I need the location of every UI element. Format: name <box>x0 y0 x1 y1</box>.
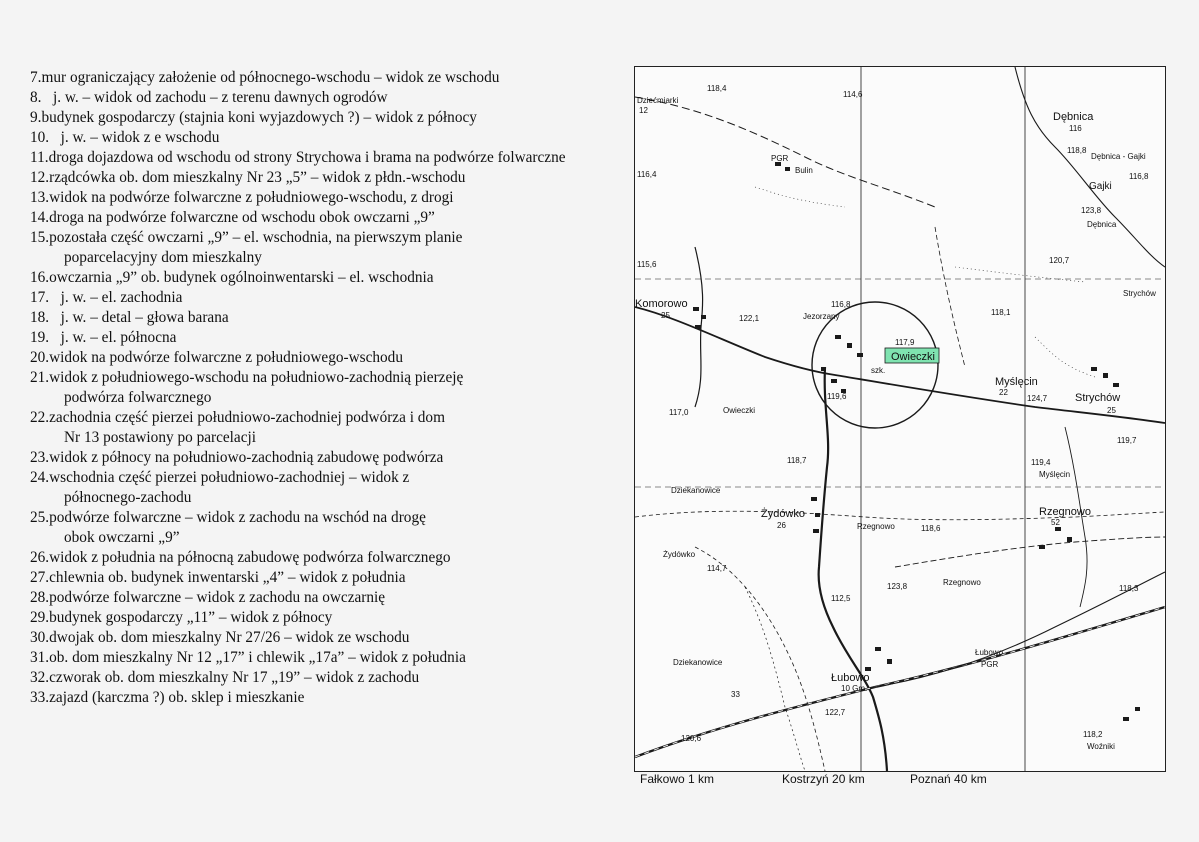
caption-continuation: północnego-zachodu <box>64 489 192 506</box>
map-label-debnica-small: Dębnica <box>1087 220 1117 229</box>
distance-kostrzyn: Kostrzyń 20 km <box>782 772 865 786</box>
map-label-owieczki: Owieczki <box>891 351 936 363</box>
map-label-komorowo: Komorowo <box>635 298 688 310</box>
caption-item <box>30 228 630 268</box>
map-label-height: 112,5 <box>831 594 851 603</box>
caption-item <box>30 128 630 148</box>
map-label-number: 33 <box>731 690 740 699</box>
caption-text: ob. dom mieszkalny Nr 12 „17” i chlewik „17a” – widok z południa <box>49 649 466 666</box>
caption-number: 13. <box>30 189 50 206</box>
caption-number: 9. <box>30 109 42 126</box>
caption-text: widok z południowego-wschodu na południowo-zachodnią pierzeję <box>49 369 464 386</box>
caption-number: 27. <box>30 569 50 586</box>
map-drawing <box>635 67 1165 771</box>
map-label-height: 116,4 <box>637 170 657 179</box>
photo-caption-list <box>30 68 630 708</box>
caption-number: 25. <box>30 509 50 526</box>
caption-text: mur ograniczający założenie od północnego-wschodu – widok ze wschodu <box>41 69 500 86</box>
map-label-lubowo-small: Łubowo <box>975 648 1004 657</box>
map-label-height: 119,4 <box>1031 458 1051 467</box>
caption-item <box>30 368 630 408</box>
tree-row <box>955 267 1085 282</box>
map-label-height: 120,7 <box>1049 256 1070 265</box>
caption-item <box>30 208 630 228</box>
caption-number: 12. <box>30 169 50 186</box>
caption-text: widok z północy na południowo-zachodnią zabudowę podwórza <box>49 449 444 466</box>
caption-item <box>30 668 630 688</box>
caption-continuation: podwórza folwarcznego <box>64 389 212 406</box>
map-label-height: 118,2 <box>1083 730 1103 739</box>
map-label-height: 122,7 <box>825 708 846 717</box>
caption-text: droga dojazdowa od wschodu od strony Strychowa i brama na podwórze folwarczne <box>48 149 566 166</box>
map-label-height: 119,6 <box>827 392 847 401</box>
caption-number: 21. <box>30 369 50 386</box>
settlement-blocks <box>693 162 1140 721</box>
map-label-rzegnowo-small2: Rzegnowo <box>943 578 981 587</box>
dashed-track <box>895 537 1165 567</box>
caption-number: 24. <box>30 469 50 486</box>
caption-item <box>30 628 630 648</box>
map-label-number: 26 <box>777 521 786 530</box>
map-label-height: 116,8 <box>831 300 851 309</box>
caption-item <box>30 408 630 448</box>
map-label-height: 117,9 <box>895 338 915 347</box>
tree-row <box>755 187 845 207</box>
map-label-gajki: Gajki <box>1089 181 1112 192</box>
map-label-height: 120,6 <box>681 734 702 743</box>
caption-item <box>30 448 630 468</box>
caption-text: owczarnia „9” ob. budynek ogólnoinwentarski – el. wschodnia <box>49 269 434 286</box>
caption-item <box>30 308 630 328</box>
map-label-zydowko-small: Żydówko <box>663 550 696 559</box>
caption-item <box>30 568 630 588</box>
caption-number: 20. <box>30 349 50 366</box>
dashed-track <box>635 97 935 207</box>
map-label-strychow: Strychów <box>1075 392 1121 404</box>
map-label-height: 116,8 <box>1129 172 1149 181</box>
caption-item <box>30 288 630 308</box>
caption-item <box>30 268 630 288</box>
caption-item <box>30 328 630 348</box>
caption-text: widok na podwórze folwarczne z południowego-wschodu <box>49 349 403 366</box>
caption-text: pozostała część owczarni „9” – el. wschodnia, na pierwszym planie <box>49 229 463 246</box>
caption-continuation: obok owczarni „9” <box>64 529 180 546</box>
map-label-zydowko: Żydówko <box>761 508 806 520</box>
tree-row <box>1035 337 1095 377</box>
map-label-height: 114,7 <box>707 564 727 573</box>
map-label-pgr2: PGR <box>981 660 999 669</box>
caption-item <box>30 688 630 708</box>
caption-number: 17. <box>30 289 50 306</box>
map-label-height: 123,8 <box>1081 206 1102 215</box>
caption-text: chlewnia ob. budynek inwentarski „4” – widok z południa <box>49 569 406 586</box>
caption-text: j. w. – el. północna <box>49 329 177 346</box>
map-label-dziecmiarki: Dziećmiarki <box>637 96 679 105</box>
map-label-height: 117,0 <box>669 408 689 417</box>
map-label-rzegnowo: Rzegnowo <box>1039 506 1091 518</box>
caption-number: 31. <box>30 649 50 666</box>
caption-text: dwojak ob. dom mieszkalny Nr 27/26 – widok ze wschodu <box>49 629 410 646</box>
caption-item <box>30 608 630 628</box>
caption-number: 26. <box>30 549 50 566</box>
caption-item <box>30 508 630 548</box>
map-label-szk: szk. <box>871 366 886 375</box>
map-label-bulin: Bulin <box>795 166 813 175</box>
map-label-height: 118,8 <box>1067 146 1087 155</box>
caption-text: widok na podwórze folwarczne z południowego-wschodu, z drogi <box>49 189 454 206</box>
caption-text: czworak ob. dom mieszkalny Nr 17 „19” – widok z zachodu <box>49 669 420 686</box>
dashed-track <box>935 227 965 367</box>
caption-number: 10. <box>30 129 50 146</box>
caption-item <box>30 148 630 168</box>
map-label-height: 123,8 <box>887 582 908 591</box>
caption-item <box>30 68 630 88</box>
caption-item <box>30 168 630 188</box>
map-label-debnica-gajki: Dębnica - Gajki <box>1091 152 1146 161</box>
caption-text: rządcówka ob. dom mieszkalny Nr 23 „5” – widok z płdn.-wschodu <box>49 169 466 186</box>
map-label-height: 124,7 <box>1027 394 1048 403</box>
caption-item <box>30 648 630 668</box>
caption-number: 33. <box>30 689 50 706</box>
caption-number: 30. <box>30 629 50 646</box>
map-label-height: 118,3 <box>1119 584 1139 593</box>
map-label-height: 114,6 <box>843 90 863 99</box>
map-label-number: 25 <box>661 311 670 320</box>
map-label-jezorzany: Jezorzany <box>803 312 840 321</box>
map-label-owieczki-small: Owieczki <box>723 406 756 415</box>
map-label-number: 12 <box>639 106 648 115</box>
location-map <box>634 66 1166 772</box>
caption-text: j. w. – detal – głowa barana <box>49 309 229 326</box>
caption-number: 19. <box>30 329 50 346</box>
map-label-number: 52 <box>1051 518 1060 527</box>
map-label-10gm: 10 Gm. <box>841 684 868 693</box>
caption-continuation: poparcelacyjny dom mieszkalny <box>64 249 262 266</box>
caption-text: podwórze folwarczne – widok z zachodu na owczarnię <box>49 589 386 606</box>
map-label-wozniki: Woźniki <box>1087 742 1115 751</box>
map-label-number: 22 <box>999 388 1008 397</box>
caption-number: 22. <box>30 409 50 426</box>
caption-text: widok z południa na północną zabudowę podwórza folwarcznego <box>49 549 451 566</box>
caption-number: 8. <box>30 89 42 106</box>
map-label-height: 118,4 <box>707 84 727 93</box>
caption-text: j. w. – el. zachodnia <box>49 289 183 306</box>
caption-item <box>30 88 630 108</box>
map-label-rzegnowo-small: Rzegnowo <box>857 522 895 531</box>
caption-number: 14. <box>30 209 50 226</box>
map-label-height: 115,6 <box>637 260 657 269</box>
distance-poznan: Poznań 40 km <box>910 772 987 786</box>
caption-number: 16. <box>30 269 50 286</box>
caption-number: 7. <box>30 69 42 86</box>
caption-text: budynek gospodarczy (stajnia koni wyjazdowych ?) – widok z północy <box>41 109 477 126</box>
caption-number: 28. <box>30 589 50 606</box>
caption-item <box>30 468 630 508</box>
map-label-strychow-edge: Strychów <box>1123 289 1156 298</box>
map-label-height: 118,7 <box>787 456 807 465</box>
distance-falkowo: Fałkowo 1 km <box>640 772 715 786</box>
map-label-number: 25 <box>1107 406 1116 415</box>
caption-item <box>30 348 630 368</box>
caption-item <box>30 588 630 608</box>
caption-item <box>30 548 630 568</box>
map-label-height: 118,6 <box>921 524 941 533</box>
caption-number: 15. <box>30 229 50 246</box>
map-label-myslecin-small: Myślęcin <box>1039 470 1071 479</box>
map-label-pgr: PGR <box>771 154 789 163</box>
map-label-myslecin: Myślęcin <box>995 376 1038 388</box>
caption-number: 32. <box>30 669 50 686</box>
road-debnica <box>1015 67 1165 267</box>
caption-text: droga na podwórze folwarczne od wschodu obok owczarni „9” <box>49 209 435 226</box>
caption-number: 23. <box>30 449 50 466</box>
map-label-lubowo: Łubowo <box>831 672 870 684</box>
stream <box>745 587 805 771</box>
map-label-height: 122,1 <box>739 314 760 323</box>
road-east-west <box>635 307 1165 423</box>
caption-text: wschodnia część pierzei południowo-zachodniej – widok z <box>49 469 410 486</box>
caption-text: podwórze folwarczne – widok z zachodu na wschód na drogę <box>49 509 426 526</box>
caption-item <box>30 108 630 128</box>
caption-text: j. w. – widok od zachodu – z terenu dawnych ogrodów <box>41 89 388 106</box>
distance-scale <box>640 772 1160 790</box>
map-label-height: 118,1 <box>991 308 1011 317</box>
caption-text: budynek gospodarczy „11” – widok z północy <box>49 609 333 626</box>
caption-text: zajazd (karczma ?) ob. sklep i mieszkanie <box>49 689 305 706</box>
map-label-dziekanowice: Dziekanowice <box>671 486 721 495</box>
caption-text: zachodnia część pierzei południowo-zachodniej podwórza i dom <box>49 409 445 426</box>
caption-text: j. w. – widok z e wschodu <box>49 129 220 146</box>
caption-item <box>30 188 630 208</box>
map-label-debnica: Dębnica <box>1053 111 1094 123</box>
caption-number: 29. <box>30 609 50 626</box>
caption-number: 18. <box>30 309 50 326</box>
map-label-height: 119,7 <box>1117 436 1137 445</box>
map-label-number: 116 <box>1069 124 1082 133</box>
map-label-dziekanowice-small: Dziekanowice <box>673 658 723 667</box>
caption-continuation: Nr 13 postawiony po parcelacji <box>64 429 257 446</box>
caption-number: 11. <box>30 149 49 166</box>
